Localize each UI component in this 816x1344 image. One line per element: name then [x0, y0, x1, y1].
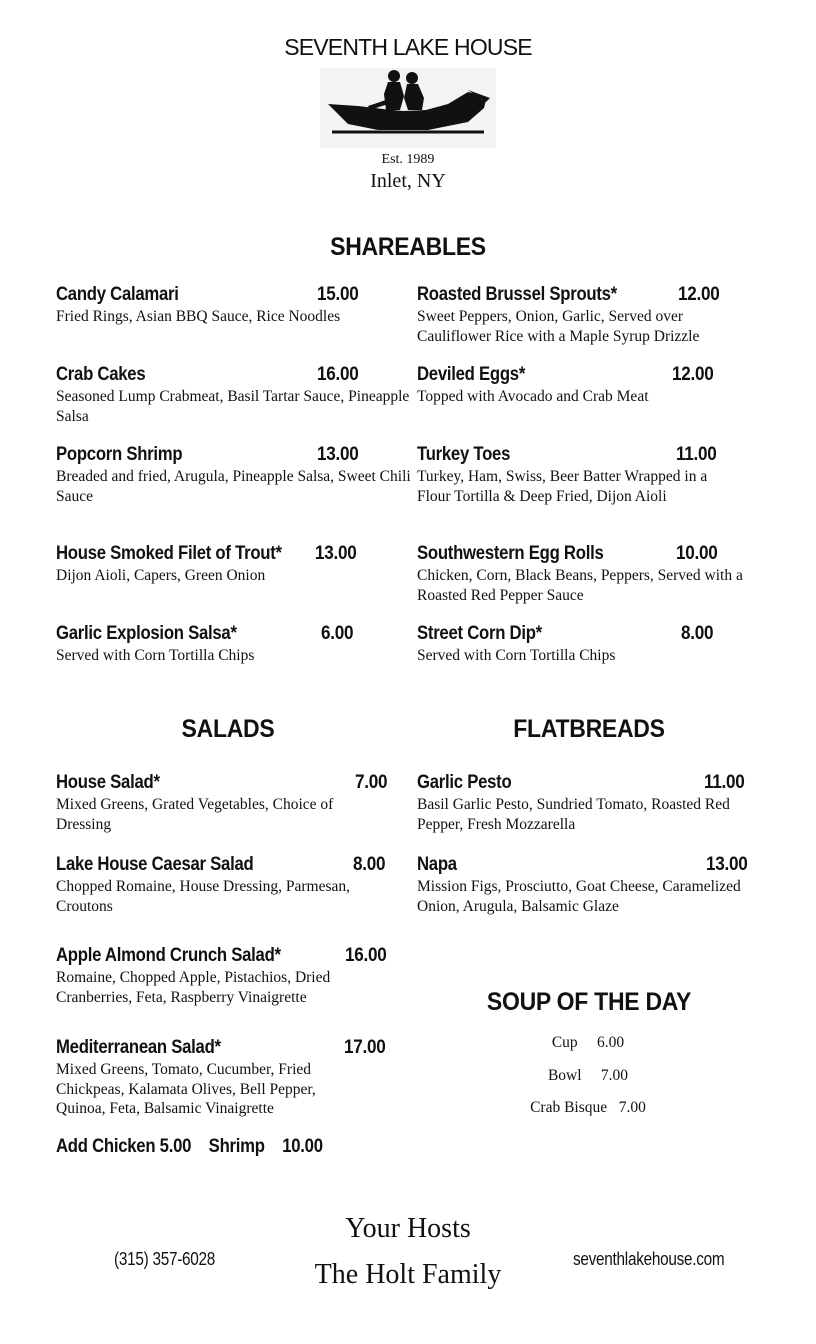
item-description: Mixed Greens, Tomato, Cucumber, Fried Chickpeas, Kalamata Olives, Bell Pepper, Quinoa, Feta, Balsamic Vinaigrette [56, 1061, 316, 1117]
restaurant-name: SEVENTH LAKE HOUSE [284, 34, 532, 60]
salad-item [56, 1037, 396, 1119]
soup-heading: SOUP OF THE DAY [486, 988, 692, 1016]
item-price: 7.00 [355, 772, 388, 793]
item-description: Turkey, Ham, Swiss, Beer Batter Wrapped in a Flour Tortilla & Deep Fried, Dijon Aioli [417, 468, 708, 505]
item-price: 11.00 [704, 772, 745, 793]
flatbreads-heading: FLATBREADS [513, 715, 665, 743]
flatbread-item [417, 854, 757, 916]
item-description: Breaded and fried, Arugula, Pineapple Salsa, Sweet Chili Sauce [56, 468, 411, 505]
item-name: Turkey Toes [417, 444, 511, 465]
item-price: 13.00 [317, 444, 359, 465]
shareables-item [417, 623, 757, 666]
hosts-label: Your Hosts [345, 1213, 471, 1244]
rowboat-logo-icon [0, 66, 816, 155]
item-description: Served with Corn Tortilla Chips [56, 647, 255, 664]
item-description: Romaine, Chopped Apple, Pistachios, Dried Cranberries, Feta, Raspberry Vinaigrette [56, 969, 331, 1006]
item-name: Garlic Pesto [417, 772, 512, 793]
item-price: 13.00 [706, 854, 748, 875]
location: Inlet, NY [370, 170, 446, 192]
item-description: Served with Corn Tortilla Chips [417, 647, 616, 664]
item-description: Topped with Avocado and Crab Meat [417, 388, 649, 405]
salad-item [56, 945, 396, 1007]
item-name: Napa [417, 854, 457, 875]
item-price: 16.00 [317, 364, 359, 385]
flatbread-item [417, 772, 757, 834]
item-price: 13.00 [315, 543, 357, 564]
phone-number: (315) 357-6028 [114, 1249, 216, 1269]
item-price: 15.00 [317, 284, 359, 305]
item-price: 16.00 [345, 945, 387, 966]
item-price: 6.00 [321, 623, 354, 644]
item-description: Basil Garlic Pesto, Sundried Tomato, Roasted Red Pepper, Fresh Mozzarella [417, 796, 730, 833]
salad-item [56, 772, 396, 834]
item-price: 8.00 [681, 623, 714, 644]
established-year: Est. 1989 [381, 152, 435, 167]
shareables-item [56, 543, 416, 586]
item-description: Seasoned Lump Crabmeat, Basil Tartar Sauce, Pineapple Salsa [56, 388, 410, 425]
shareables-heading: SHAREABLES [330, 233, 486, 261]
item-name: House Smoked Filet of Trout* [56, 543, 282, 564]
item-price: 8.00 [353, 854, 386, 875]
item-description: Mixed Greens, Grated Vegetables, Choice of Dressing [56, 796, 334, 833]
shareables-item [417, 364, 757, 407]
item-price: 12.00 [678, 284, 720, 305]
item-price: 17.00 [344, 1037, 386, 1058]
shareables-item [56, 284, 416, 327]
item-description: Mission Figs, Prosciutto, Goat Cheese, Caramelized Onion, Arugula, Balsamic Glaze [417, 878, 741, 915]
item-description: Chicken, Corn, Black Beans, Peppers, Served with a Roasted Red Pepper Sauce [417, 567, 743, 604]
website-link[interactable]: seventhlakehouse.com [573, 1249, 725, 1269]
hosts-name: The Holt Family [314, 1259, 502, 1290]
soup-crab-bisque: Crab Bisque 7.00 [530, 1099, 646, 1116]
item-name: Crab Cakes [56, 364, 146, 385]
soup-bowl: Bowl 7.00 [547, 1067, 629, 1084]
item-name: Roasted Brussel Sprouts* [417, 284, 617, 305]
item-price: 11.00 [676, 444, 717, 465]
item-name: Mediterranean Salad* [56, 1037, 221, 1058]
shareables-item [56, 364, 416, 426]
item-price: 12.00 [672, 364, 714, 385]
item-name: Lake House Caesar Salad [56, 854, 254, 875]
item-description: Sweet Peppers, Onion, Garlic, Served over Cauliflower Rice with a Maple Syrup Drizzle [417, 308, 700, 345]
item-description: Chopped Romaine, House Dressing, Parmesan, Croutons [56, 878, 351, 915]
shareables-item [417, 543, 757, 605]
item-description: Fried Rings, Asian BBQ Sauce, Rice Noodles [56, 308, 341, 325]
salad-item [56, 854, 396, 916]
item-name: Street Corn Dip* [417, 623, 542, 644]
shareables-item [56, 444, 416, 506]
shareables-item [417, 284, 757, 346]
item-name: Apple Almond Crunch Salad* [56, 945, 281, 966]
item-name: Deviled Eggs* [417, 364, 526, 385]
item-price: 10.00 [676, 543, 718, 564]
salads-heading: SALADS [181, 715, 275, 743]
salad-addons: Add Chicken 5.00 Shrimp 10.00 [56, 1136, 323, 1157]
soup-cup: Cup 6.00 [551, 1034, 625, 1051]
shareables-item [417, 444, 737, 506]
item-name: Southwestern Egg Rolls [417, 543, 604, 564]
item-description: Dijon Aioli, Capers, Green Onion [56, 567, 266, 584]
item-name: Garlic Explosion Salsa* [56, 623, 237, 644]
item-name: House Salad* [56, 772, 160, 793]
shareables-item [56, 623, 416, 666]
item-name: Popcorn Shrimp [56, 444, 183, 465]
item-name: Candy Calamari [56, 284, 179, 305]
